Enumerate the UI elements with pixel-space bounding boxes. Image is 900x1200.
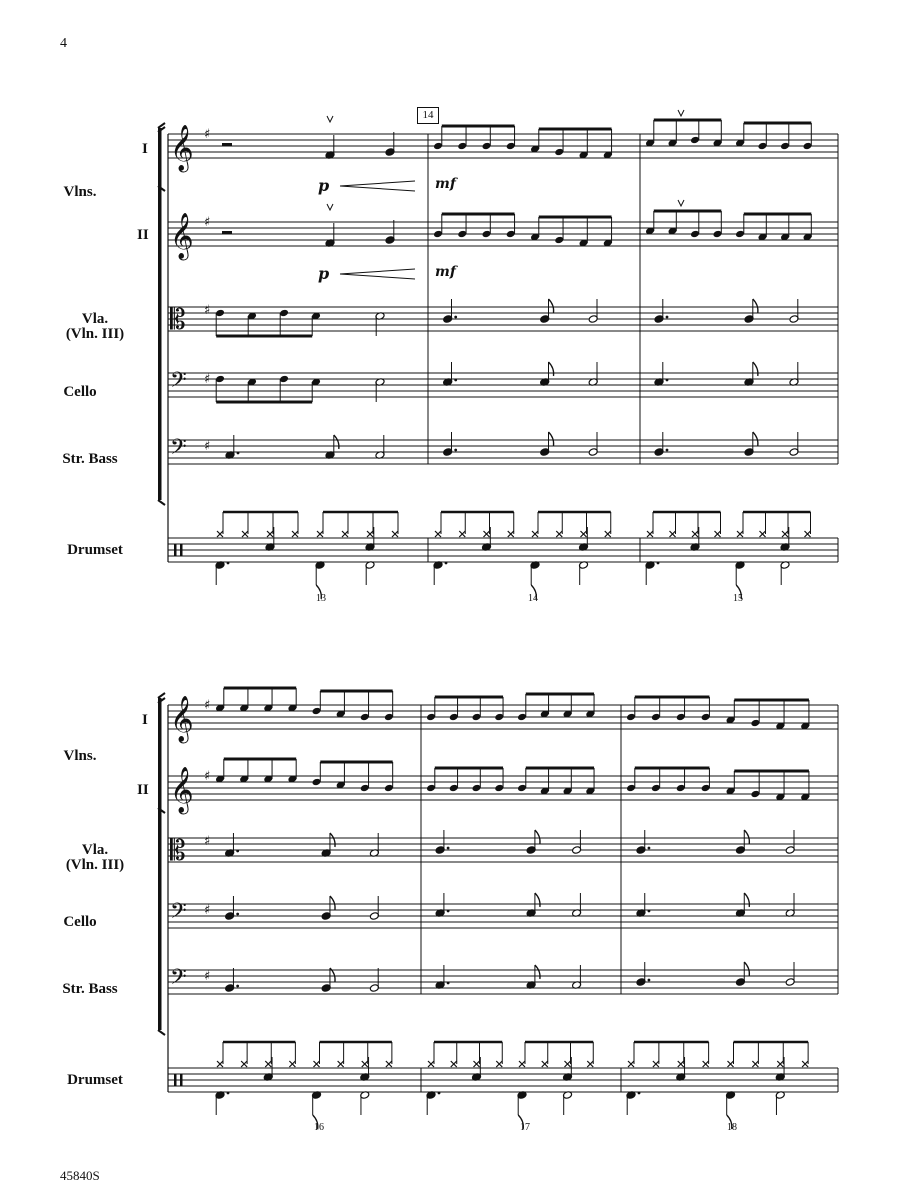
viola-staff-2-clef: 𝄡 — [170, 834, 186, 867]
label-bass-1: Str. Bass — [62, 451, 118, 467]
drums-staff-2-kick-dot — [638, 1092, 641, 1095]
viola-staff-1-key-sharp: ♯ — [204, 303, 211, 318]
cello-staff-2-note-flag — [330, 896, 335, 910]
label-drums-2: Drumset — [67, 1072, 123, 1088]
drums-staff-1-kick-dot — [227, 562, 230, 565]
vln1-staff-2-beam-group-beam — [635, 696, 710, 699]
drums-staff-2-kick-flag — [727, 1115, 732, 1129]
drums-staff-1-clef — [174, 544, 177, 556]
drums-staff-1-kick-dot — [445, 562, 448, 565]
dynamic-p-vln1: p — [318, 176, 330, 195]
vln2-staff-1-half-rest — [222, 231, 232, 234]
drums-staff-1-kick-flag — [316, 585, 321, 599]
staff-bracket — [158, 128, 162, 500]
viola-staff-2-note-dot — [236, 850, 239, 853]
label-vln1-1: I — [142, 141, 148, 157]
cello-staff-2-note-dot — [447, 910, 450, 913]
bass-staff-2-note-dot — [648, 979, 651, 982]
vln2-staff-1-beam-group-beam — [539, 216, 612, 219]
vln1-staff-1-beam-group-beam — [654, 119, 722, 122]
vln1-staff-1-key-sharp: ♯ — [204, 127, 211, 142]
drums-staff-2-kick-flag — [313, 1115, 318, 1129]
label-vln2-1: II — [137, 227, 149, 243]
vln2-staff-2-beam-group-beam — [224, 758, 296, 761]
crescendo-hairpin — [340, 274, 415, 279]
staff-bracket-hook — [158, 1030, 165, 1035]
vln1-staff-2-beam-group-beam — [734, 699, 809, 702]
drums-staff-2-kick-dot — [438, 1092, 441, 1095]
label-viola-2: Vla. (Vln. III) — [65, 842, 125, 873]
vln1-staff-1-beam-group-beam — [539, 128, 612, 131]
label-viola-1: Vla. (Vln. III) — [65, 311, 125, 342]
staff-bracket-hook — [158, 500, 165, 505]
viola-staff-2-note-flag — [744, 830, 749, 844]
bass-staff-2-note-flag — [744, 962, 749, 976]
crescendo-hairpin — [340, 181, 415, 186]
bass-staff-2-note-dot — [236, 985, 239, 988]
vln2-staff-2-beam-group-beam — [734, 770, 809, 773]
viola-staff-1-note-flag — [753, 299, 758, 313]
cello-staff-1-clef: 𝄢 — [170, 368, 187, 398]
crescendo-hairpin — [340, 186, 415, 191]
measure-number-15: 15 — [733, 593, 743, 604]
vln2-staff-1-key-sharp: ♯ — [204, 215, 211, 230]
vln1-staff-2-beam-group-beam — [320, 690, 392, 693]
bass-staff-2-note-flag — [535, 965, 540, 979]
vln2-staff-1-clef: 𝄞 — [170, 213, 194, 259]
crescendo-hairpin — [340, 269, 415, 274]
label-violins-1: Vlns. — [63, 184, 97, 200]
bass-staff-2-clef: 𝄢 — [170, 965, 187, 995]
dynamic-mf-vln2: mf — [435, 264, 456, 280]
viola-staff-1-beam-group-beam — [216, 335, 312, 338]
viola-staff-2-note-flag — [535, 830, 540, 844]
drums-staff-1-kick-flag — [736, 585, 741, 599]
vln1-staff-1-half-rest — [222, 143, 232, 146]
label-vln1-2: I — [142, 712, 148, 728]
rehearsal-mark-number: 14 — [422, 109, 434, 121]
staff-bracket — [158, 698, 162, 1030]
drums-staff-2-kick-flag — [518, 1115, 523, 1129]
vln2-staff-2-beam-group-beam — [435, 767, 503, 770]
vln2-staff-2-beam-group-beam — [635, 767, 710, 770]
measure-number-17: 17 — [520, 1122, 530, 1133]
cello-staff-2-clef: 𝄢 — [170, 899, 187, 929]
label-bass-2: Str. Bass — [62, 981, 118, 997]
viola-staff-2-note-dot — [447, 847, 450, 850]
viola-staff-1-clef: 𝄡 — [170, 303, 186, 336]
vln1-staff-2-clef: 𝄞 — [170, 696, 194, 742]
vln1-staff-1-beam-group-beam — [744, 122, 812, 125]
bass-staff-1-note-flag — [334, 435, 339, 449]
bass-staff-1-note-flag — [549, 432, 554, 446]
label-violins-2: Vlns. — [63, 748, 97, 764]
viola-staff-1-note-flag — [549, 299, 554, 313]
bass-staff-1-note-dot — [666, 449, 669, 452]
bass-staff-2-note-dot — [447, 982, 450, 985]
vln2-staff-2-key-sharp: ♯ — [204, 769, 211, 784]
drums-staff-1-clef — [180, 544, 183, 556]
dynamic-mf-vln1: mf — [435, 176, 456, 192]
page-number: 4 — [60, 36, 67, 51]
vln1-staff-2-key-sharp: ♯ — [204, 698, 211, 713]
vln1-staff-2-beam-group-beam — [526, 693, 594, 696]
viola-staff-1-note-dot — [454, 316, 457, 319]
cello-staff-1-beam-group-beam — [216, 401, 312, 404]
label-drums-1: Drumset — [67, 542, 123, 558]
cello-staff-2-note-dot — [648, 910, 651, 913]
drums-staff-2-clef — [180, 1074, 183, 1086]
measure-number-16: 16 — [314, 1122, 324, 1133]
drums-staff-2-kick-dot — [227, 1092, 230, 1095]
up-bow-mark — [678, 200, 684, 206]
vln1-staff-1-clef: 𝄞 — [170, 125, 194, 171]
bass-staff-1-key-sharp: ♯ — [204, 439, 211, 454]
cello-staff-1-note-flag — [549, 362, 554, 376]
vln2-staff-1-beam-group-beam — [654, 210, 722, 213]
cello-staff-1-note-flag — [753, 362, 758, 376]
drums-staff-2-clef — [174, 1074, 177, 1086]
up-bow-mark — [327, 204, 333, 210]
staff-bracket-hook — [158, 693, 165, 698]
cello-staff-2-note-flag — [744, 893, 749, 907]
cello-staff-1-note-dot — [666, 379, 669, 382]
vln2-staff-1-beam-group-beam — [744, 213, 812, 216]
cello-staff-2-key-sharp: ♯ — [204, 903, 211, 918]
cello-staff-2-note-dot — [236, 913, 239, 916]
bass-staff-1-note-flag — [753, 432, 758, 446]
viola-staff-2-note-flag — [330, 833, 335, 847]
viola-staff-2-key-sharp: ♯ — [204, 834, 211, 849]
vln2-staff-2-beam-group-beam — [320, 761, 392, 764]
vln1-staff-2-beam-group-beam — [435, 696, 503, 699]
cello-staff-2-note-flag — [535, 893, 540, 907]
bass-staff-1-note-dot — [237, 452, 240, 455]
cello-staff-1-note-dot — [454, 379, 457, 382]
up-bow-mark — [678, 110, 684, 116]
vln1-staff-2-beam-group-beam — [224, 687, 296, 690]
vln2-staff-2-beam-group-beam — [526, 767, 594, 770]
vln2-staff-2-clef: 𝄞 — [170, 767, 194, 813]
drums-staff-1-kick-flag — [531, 585, 536, 599]
measure-number-18: 18 — [727, 1122, 737, 1133]
vln1-staff-1-beam-group-beam — [442, 125, 515, 128]
viola-staff-2-note-dot — [648, 847, 651, 850]
bass-staff-2-key-sharp: ♯ — [204, 969, 211, 984]
measure-number-14: 14 — [528, 593, 538, 604]
cello-staff-1-key-sharp: ♯ — [204, 372, 211, 387]
catalog-number: 45840S — [60, 1168, 100, 1183]
bass-staff-1-note-dot — [454, 449, 457, 452]
viola-staff-1-note-dot — [666, 316, 669, 319]
label-vln2-2: II — [137, 782, 149, 798]
vln2-staff-1-beam-group-beam — [442, 213, 515, 216]
measure-number-13: 13 — [316, 593, 326, 604]
bass-staff-1-clef: 𝄢 — [170, 435, 187, 465]
label-cello-1: Cello — [63, 384, 97, 400]
label-cello-2: Cello — [63, 914, 97, 930]
up-bow-mark — [327, 116, 333, 122]
drums-staff-1-kick-dot — [657, 562, 660, 565]
dynamic-p-vln2: p — [318, 264, 330, 283]
